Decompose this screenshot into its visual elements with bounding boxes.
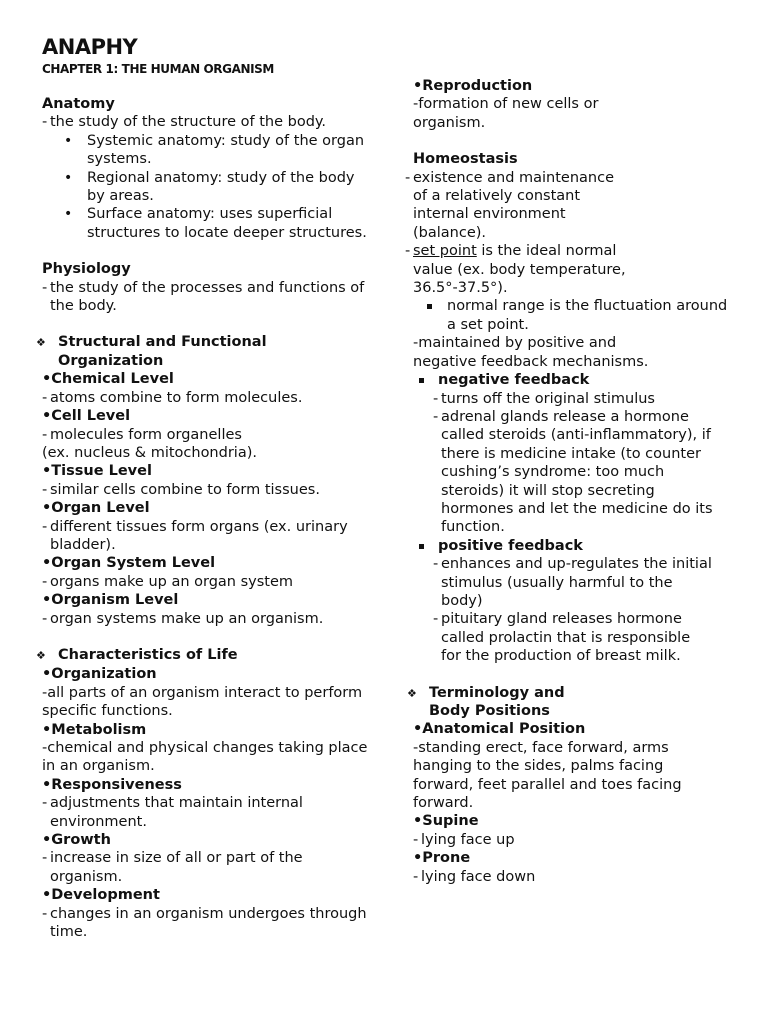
reproduction-heading: •Reproduction — [413, 78, 533, 94]
cell-level-text: - molecules form organelles — [42, 426, 242, 443]
normal-range-text: normal range is the fluctuation around a set point. — [413, 297, 733, 334]
chapter-title: CHAPTER 1: THE HUMAN ORGANISM — [42, 62, 274, 76]
prone-text: - lying face down — [413, 868, 536, 885]
metabolism-heading: •Metabolism — [42, 721, 147, 738]
anatomical-position-text: -standing erect, face forward, arms hanging to the sides, palms facing forward, feet parallel and toes facing forward. — [413, 739, 682, 812]
organism-level-text: - organ systems make up an organism. — [42, 610, 324, 627]
development-heading: •Development — [42, 887, 160, 904]
terminology-heading: ❖ Terminology and Body Positions — [407, 684, 565, 719]
development-text: - changes in an organism undergoes through time. — [42, 905, 367, 941]
anatomy-types-list — [42, 132, 372, 242]
organism-level-heading: •Organism Level — [42, 592, 179, 609]
organ-level-text: - different tissues form organs (ex. urinary bladder). — [42, 518, 348, 553]
set-point-text: - set point is the ideal normal value (ex. body temperature, 36.5°-37.5°). — [405, 243, 626, 297]
metabolism-text: -chemical and physical changes taking place in an organism. — [42, 740, 368, 775]
set-point-term: set point — [413, 243, 477, 260]
responsiveness-heading: •Responsiveness — [42, 776, 182, 793]
organization-text: -all parts of an organism interact to perform specific functions. — [42, 684, 363, 720]
physiology-definition: - the study of the processes and functions of the body. — [42, 279, 365, 315]
supine-text: - lying face up — [413, 831, 515, 848]
anatomy-heading: Anatomy — [42, 96, 115, 112]
left-column — [36, 95, 372, 941]
structural-organization-heading: ❖ Structural and Functional Organization — [36, 334, 267, 369]
cell-level-example: (ex. nucleus & mitochondria). — [42, 444, 257, 461]
organ-system-level-text: - organs make up an organ system — [42, 573, 294, 590]
negative-feedback-heading: negative feedback — [413, 371, 733, 389]
organization-heading: •Organization — [42, 666, 157, 683]
tissue-level-text: - similar cells combine to form tissues. — [42, 481, 320, 498]
cell-level-heading: •Cell Level — [42, 408, 131, 425]
positive-feedback-heading: positive feedback — [413, 537, 733, 555]
chemical-level-text: - atoms combine to form molecules. — [42, 389, 303, 406]
negative-feedback-item-2: - adrenal glands release a hormone called steroids (anti-inflammatory), if there is medicine intake (to counter cushing’s syndrome: too much steroids) it will stop secreting hormones and let the medicine do its function. — [433, 408, 713, 536]
list-item: • Systemic anatomy: study of the organ systems. — [42, 132, 372, 169]
reproduction-text: -formation of new cells or organism. — [413, 96, 599, 131]
prone-heading: •Prone — [413, 850, 471, 867]
tissue-level-heading: •Tissue Level — [42, 463, 152, 480]
organ-level-heading: •Organ Level — [42, 500, 150, 517]
list-item: • Regional anatomy: study of the body by areas. — [42, 169, 372, 206]
positive-feedback-item-2: - pituitary gland releases hormone called prolactin that is responsible for the production of breast milk. — [433, 611, 691, 665]
growth-text: - increase in size of all or part of the organism. — [42, 850, 303, 885]
document-title: ANAPHY — [42, 35, 138, 59]
homeostasis-definition: - existence and maintenance of a relatively constant internal environment (balance). — [405, 169, 615, 241]
chemical-level-heading: •Chemical Level — [42, 371, 174, 388]
diamond-bullet-icon: ❖ — [36, 336, 46, 350]
diamond-bullet-icon: ❖ — [36, 648, 46, 662]
responsiveness-text: - adjustments that maintain internal environment. — [42, 795, 303, 830]
negative-feedback-item-1: - turns off the original stimulus — [433, 390, 655, 407]
physiology-heading: Physiology — [42, 261, 131, 278]
diamond-bullet-icon: ❖ — [407, 686, 417, 700]
supine-heading: •Supine — [413, 813, 479, 830]
homeostasis-heading: Homeostasis — [413, 151, 518, 168]
characteristics-heading: ❖ Characteristics of Life — [36, 646, 372, 665]
organ-system-level-heading: •Organ System Level — [42, 555, 216, 572]
feedback-mechanisms-text: -maintained by positive and negative feedback mechanisms. — [413, 335, 649, 370]
growth-heading: •Growth — [42, 832, 111, 849]
list-item: • Surface anatomy: uses superficial structures to locate deeper structures. — [42, 205, 372, 242]
right-column — [405, 77, 733, 886]
anatomy-definition: - the study of the structure of the body. — [42, 114, 327, 131]
anatomical-position-heading: •Anatomical Position — [413, 721, 586, 738]
positive-feedback-item-1: - enhances and up-regulates the initial stimulus (usually harmful to the body) — [433, 556, 712, 609]
